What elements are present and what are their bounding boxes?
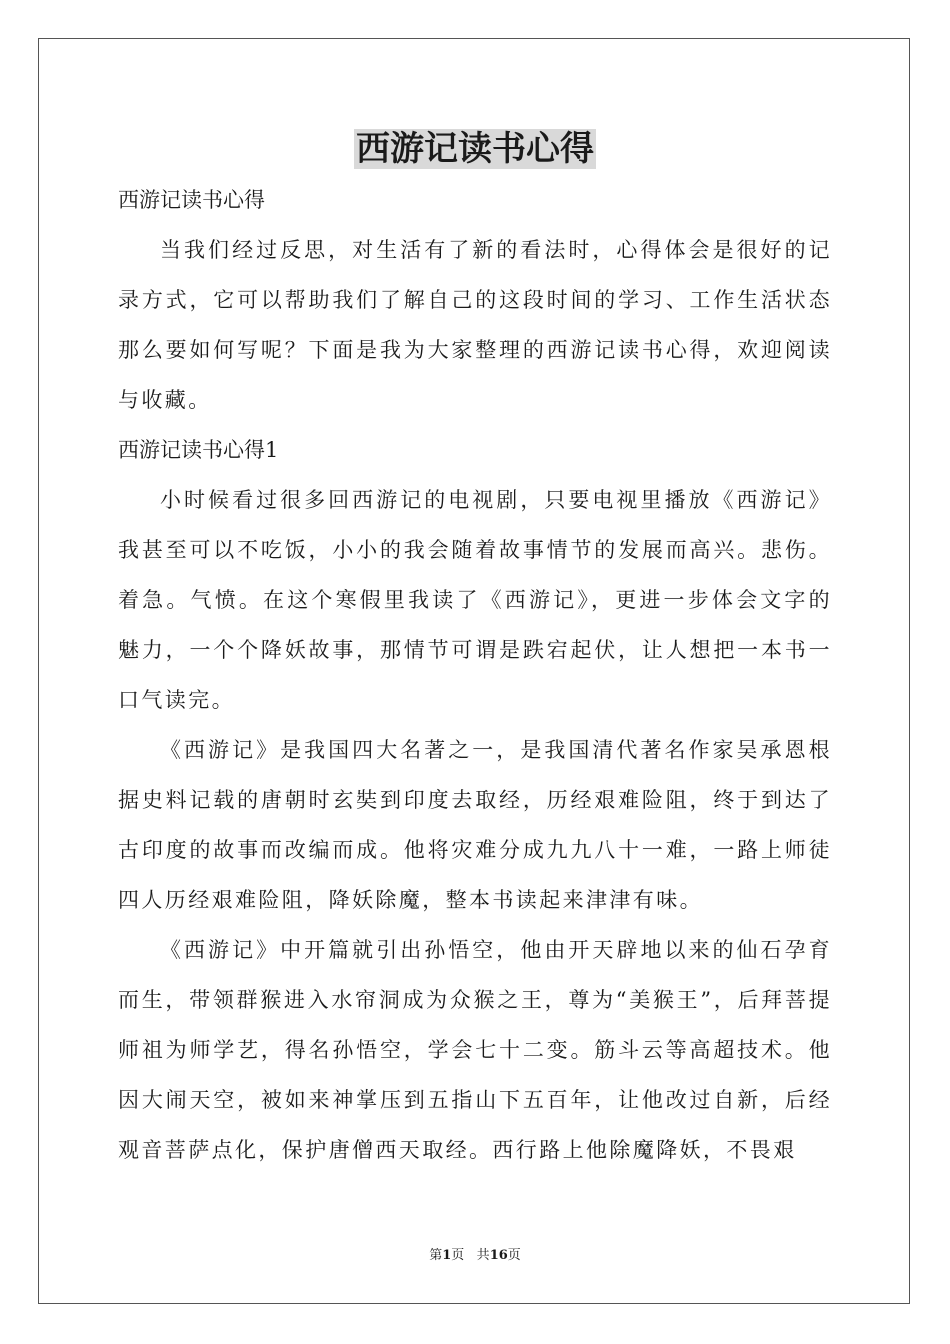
footer-total-prefix: 共 xyxy=(476,1248,490,1263)
footer-total-pages: 16 xyxy=(489,1248,508,1263)
paragraph-intro: 当我们经过反思，对生活有了新的看法时，心得体会是很好的记录方式，它可以帮助我们了解自己的这段时间的学习、工作生活状态那么要如何写呢？下面是我为大家整理的西游记读书心得，欢迎阅读与收藏。 xyxy=(118,238,832,412)
section-heading-intro: 西游记读书心得 xyxy=(118,188,265,212)
footer-prefix: 第 xyxy=(429,1248,443,1263)
document-title xyxy=(0,126,950,172)
paragraph-1-1: 小时候看过很多回西游记的电视剧，只要电视里播放《西游记》我甚至可以不吃饭，小小的我会随着故事情节的发展而高兴。悲伤。着急。气愤。在这个寒假里我读了《西游记》，更进一步体会文字的魅力，一个个降妖故事，那情节可谓是跌宕起伏，让人想把一本书一口气读完。 xyxy=(118,488,832,712)
footer-page-unit: 页 xyxy=(451,1248,465,1263)
document-title-text: 西游记读书心得 xyxy=(356,129,594,169)
document-body xyxy=(118,175,832,1175)
page-footer xyxy=(0,1247,950,1265)
section-heading-1: 西游记读书心得1 xyxy=(118,438,279,462)
paragraph-1-2: 《西游记》是我国四大名著之一，是我国清代著名作家吴承恩根据史料记载的唐朝时玄奘到印度去取经，历经艰难险阻，终于到达了古印度的故事而改编而成。他将灾难分成九九八十一难，一路上师徒四人历经艰难险阻，降妖除魔，整本书读起来津津有味。 xyxy=(118,738,832,912)
footer-current-page: 1 xyxy=(442,1248,452,1263)
paragraph-1-3: 《西游记》中开篇就引出孙悟空，他由开天辟地以来的仙石孕育而生，带领群猴进入水帘洞成为众猴之王，尊为“美猴王”，后拜菩提师祖为师学艺，得名孙悟空，学会七十二变。筋斗云等高超技术。他因大闹天空，被如来神掌压到五指山下五百年，让他改过自新，后经观音菩萨点化，保护唐僧西天取经。西行路上他除魔降妖，不畏艰 xyxy=(118,938,832,1162)
footer-total-unit: 页 xyxy=(507,1248,521,1263)
